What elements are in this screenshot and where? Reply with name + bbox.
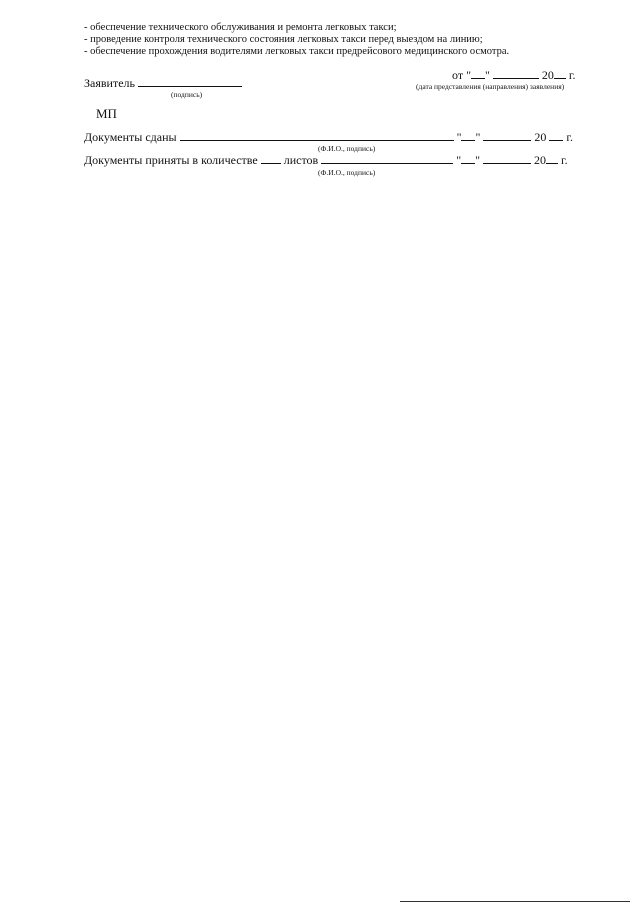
date-year-field[interactable] xyxy=(554,68,566,79)
bullet-item-1: - обеспечение технического обслуживания и ремонта легковых такси; xyxy=(84,22,397,33)
docs-accepted-caption: (Ф.И.О., подпись) xyxy=(318,168,376,177)
applicant-date-row xyxy=(452,68,575,83)
docs-accepted-count-field[interactable] xyxy=(261,153,281,164)
docs-submitted-quote-close: " xyxy=(475,130,481,144)
docs-accepted-year-prefix: 20 xyxy=(534,153,547,167)
applicant-label: Заявитель xyxy=(84,76,135,90)
docs-submitted-year-field[interactable] xyxy=(549,130,563,141)
docs-submitted-day-field[interactable] xyxy=(461,130,475,141)
docs-accepted-quote-close: " xyxy=(475,153,481,167)
docs-accepted-row xyxy=(84,153,568,168)
applicant-row xyxy=(84,76,242,91)
applicant-signature-caption: (подпись) xyxy=(171,90,203,99)
docs-accepted-label: Документы приняты в количестве xyxy=(84,153,258,167)
docs-accepted-year-suffix: г. xyxy=(561,153,568,167)
docs-accepted-day-field[interactable] xyxy=(461,153,475,164)
docs-accepted-month-field[interactable] xyxy=(483,153,531,164)
docs-accepted-sheets-label: листов xyxy=(283,153,319,167)
stamp-label: МП xyxy=(96,106,117,121)
bullet-item-2: - проведение контроля технического состояния легковых такси перед выездом на линию; xyxy=(84,34,483,45)
year-suffix: г. xyxy=(568,68,576,82)
bullet-item-3: - обеспечение прохождения водителями легковых такси предрейсового медицинского осмотра. xyxy=(84,46,510,57)
date-prefix: от " xyxy=(452,68,471,82)
docs-accepted-quote-open: " xyxy=(456,153,462,167)
footer-divider xyxy=(400,901,630,902)
date-quote: " xyxy=(484,68,490,82)
year-prefix: 20 xyxy=(541,68,554,82)
date-day-field[interactable] xyxy=(471,68,485,79)
docs-submitted-signature-field[interactable] xyxy=(180,130,454,141)
date-caption: (дата представления (направления) заявления) xyxy=(416,82,565,91)
docs-submitted-year-prefix: 20 xyxy=(534,130,547,144)
docs-submitted-caption: (Ф.И.О., подпись) xyxy=(318,144,376,153)
docs-accepted-signature-field[interactable] xyxy=(321,153,453,164)
docs-submitted-year-suffix: г. xyxy=(566,130,573,144)
docs-submitted-row xyxy=(84,130,573,145)
applicant-signature-field[interactable] xyxy=(138,76,242,87)
docs-accepted-year-field[interactable] xyxy=(546,153,558,164)
docs-submitted-month-field[interactable] xyxy=(483,130,531,141)
docs-submitted-quote-open: " xyxy=(456,130,462,144)
date-month-field[interactable] xyxy=(493,68,539,79)
docs-submitted-label: Документы сданы xyxy=(84,130,177,144)
